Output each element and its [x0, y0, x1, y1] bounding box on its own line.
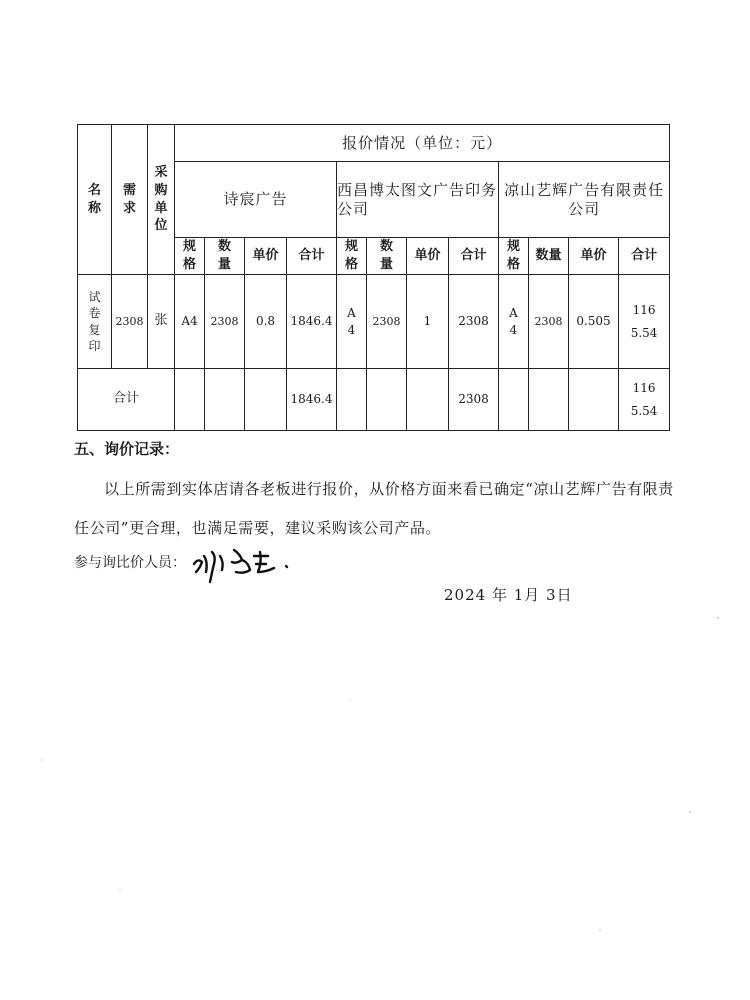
sub-header-qty: 数量 — [205, 238, 245, 275]
item-demand: 2308 — [112, 275, 148, 369]
sum-row — [78, 369, 670, 431]
sub-header-total: 合计 — [449, 238, 499, 275]
sub-header-price: 单价 — [407, 238, 449, 275]
item-unit: 张 — [148, 275, 175, 369]
table-row — [78, 275, 670, 369]
quote-2-spec: A4 — [337, 275, 367, 369]
document-date: 2024 年 1月 3日 — [444, 586, 573, 604]
section-heading: 五、询价记录： — [74, 440, 180, 458]
sub-header-price: 单价 — [245, 238, 287, 275]
quote-1-total: 1846.4 — [287, 275, 337, 369]
quote-3-spec: A4 — [499, 275, 529, 369]
quote-3-qty: 2308 — [529, 275, 569, 369]
quote-3-price: 0.505 — [569, 275, 619, 369]
participants-label: 参与询比价人员： — [74, 555, 186, 571]
table-caption: 报价情况（单位：元） — [175, 125, 670, 162]
sub-header-spec: 规格 — [337, 238, 367, 275]
sum-company-2: 2308 — [449, 369, 499, 431]
handwritten-signature — [190, 542, 300, 586]
quotation-table — [77, 124, 670, 431]
company-3-name: 凉山艺辉广告有限责任公司 — [499, 162, 670, 238]
company-2-name: 西昌博太图文广告印务公司 — [337, 162, 499, 238]
quote-3-total: 1165.54 — [619, 275, 670, 369]
sum-company-3: 1165.54 — [619, 369, 670, 431]
header-name: 名称 — [78, 125, 112, 275]
sub-header-qty: 数量 — [367, 238, 407, 275]
header-demand: 需求 — [112, 125, 148, 275]
quote-1-qty: 2308 — [205, 275, 245, 369]
sum-company-1: 1846.4 — [287, 369, 337, 431]
company-1-name: 诗宸广告 — [175, 162, 337, 238]
quote-1-price: 0.8 — [245, 275, 287, 369]
sub-header-qty: 数量 — [529, 238, 569, 275]
header-unit: 采购单位 — [148, 125, 175, 275]
sum-label: 合计 — [78, 369, 175, 431]
quote-2-qty: 2308 — [367, 275, 407, 369]
participants-line — [74, 552, 300, 586]
sub-header-total: 合计 — [619, 238, 670, 275]
sub-header-total: 合计 — [287, 238, 337, 275]
quote-2-total: 2308 — [449, 275, 499, 369]
item-name: 试卷复印 — [78, 275, 112, 369]
quote-2-price: 1 — [407, 275, 449, 369]
inquiry-paragraph: 以上所需到实体店请各老板进行报价，从价格方面来看已确定“凉山艺辉广告有限责任公司”更合理，也满足需要，建议采购该公司产品。 — [74, 480, 674, 537]
sub-header-spec: 规格 — [175, 238, 205, 275]
quote-1-spec: A4 — [175, 275, 205, 369]
sub-header-price: 单价 — [569, 238, 619, 275]
sub-header-spec: 规格 — [499, 238, 529, 275]
